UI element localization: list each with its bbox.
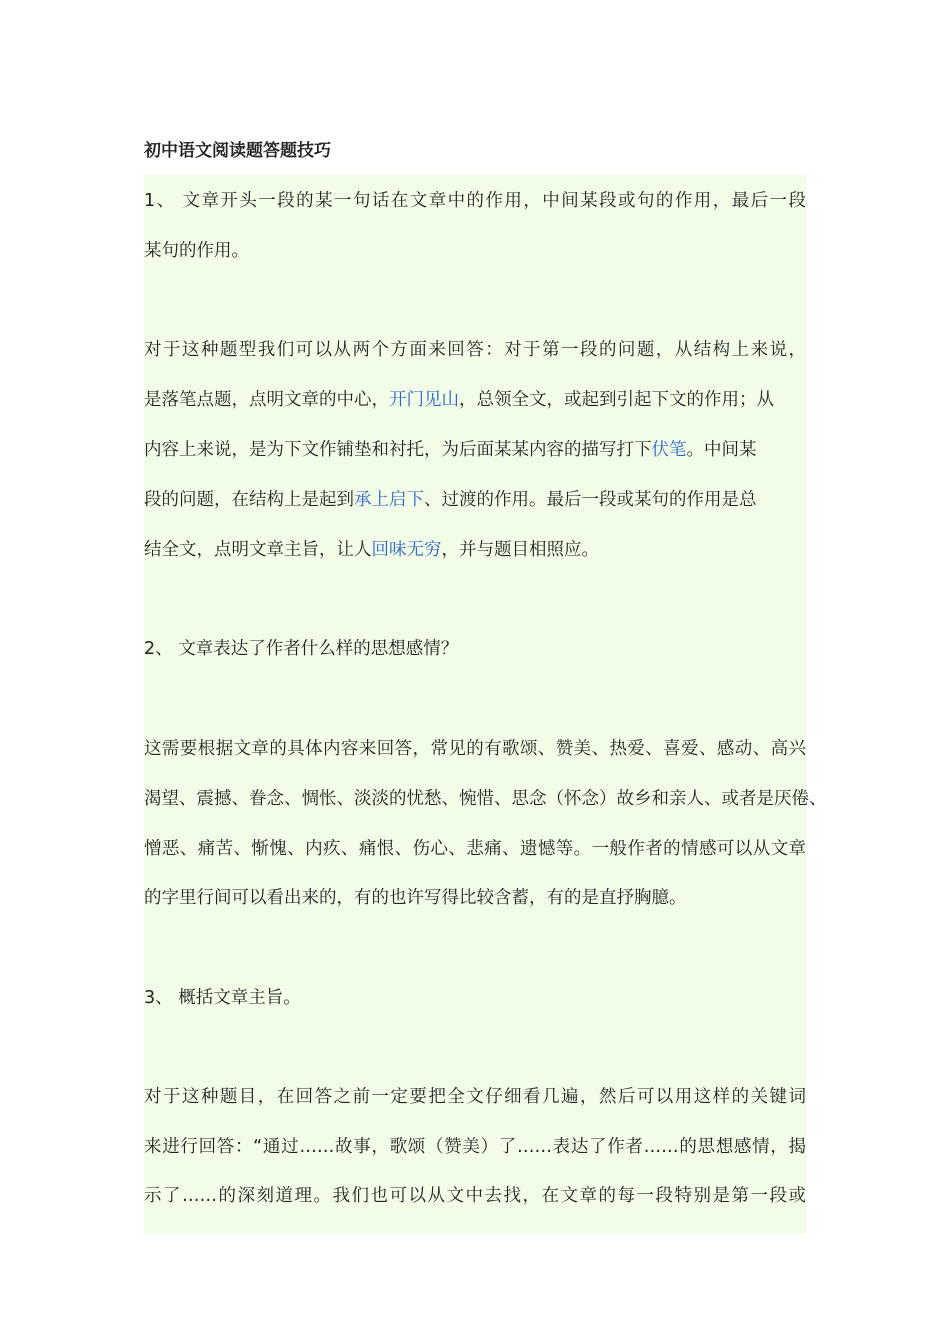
text-span: 、过渡的作用。最后一段或某句的作用是总 bbox=[424, 490, 757, 510]
text-span: 段的问题，在结构上是起到 bbox=[144, 490, 354, 510]
link-huiweiwuqiong[interactable]: 回味无穷 bbox=[371, 540, 442, 560]
text-span: 。中间某 bbox=[686, 440, 757, 460]
text-span: 是落笔点题，点明文章的中心， bbox=[144, 390, 389, 410]
link-kaimenjianshan[interactable]: 开门见山 bbox=[389, 390, 459, 410]
a1-line-2 bbox=[144, 387, 774, 413]
highlighted-content bbox=[144, 175, 827, 1234]
a1-line-1: 对于这种题型我们可以从两个方面来回答：对于第一段的问题，从结构上来说， bbox=[144, 340, 806, 360]
a1-line-3 bbox=[144, 437, 757, 463]
q2-heading: 2、 文章表达了作者什么样的思想感情？ bbox=[144, 639, 459, 659]
document-title: 初中语文阅读题答题技巧 bbox=[144, 141, 331, 161]
text-span: ，并与题目相照应。 bbox=[441, 540, 599, 560]
a1-line-4 bbox=[144, 487, 757, 513]
a2-line-2: 渴望、震撼、眷念、惆怅、淡淡的忧愁、惋惜、思念（怀念）故乡和亲人、或者是厌倦、 bbox=[144, 789, 827, 809]
a2-line-1: 这需要根据文章的具体内容来回答，常见的有歌颂、赞美、热爱、喜爱、感动、高兴 bbox=[144, 739, 806, 759]
text-span: 结全文，点明文章主旨，让人 bbox=[144, 540, 372, 560]
link-chengshangqixia[interactable]: 承上启下 bbox=[354, 490, 424, 510]
q1-heading-line-2: 某句的作用。 bbox=[144, 241, 249, 261]
a3-line-1: 对于这种题目，在回答之前一定要把全文仔细看几遍，然后可以用这样的关键词 bbox=[144, 1087, 806, 1107]
link-fubi[interactable]: 伏笔 bbox=[651, 440, 687, 460]
a3-line-3: 示了……的深刻道理。我们也可以从文中去找，在文章的每一段特别是第一段或 bbox=[144, 1186, 806, 1206]
q1-heading-line-1: 1、 文章开头一段的某一句话在文章中的作用，中间某段或句的作用，最后一段 bbox=[144, 191, 806, 211]
a3-line-2: 来进行回答：“通过……故事，歌颂（赞美）了……表达了作者……的思想感情，揭 bbox=[144, 1137, 806, 1157]
a1-line-5 bbox=[144, 537, 599, 563]
q3-heading: 3、 概括文章主旨。 bbox=[144, 988, 301, 1008]
a2-line-4: 的字里行间可以看出来的，有的也许写得比较含蓄，有的是直抒胸臆。 bbox=[144, 888, 687, 908]
text-span: ，总领全文，或起到引起下文的作用；从 bbox=[459, 390, 774, 410]
a2-line-3: 憎恶、痛苦、惭愧、内疚、痛恨、伤心、悲痛、遗憾等。一般作者的情感可以从文章 bbox=[144, 839, 806, 859]
text-span: 内容上来说，是为下文作铺垫和衬托，为后面某某内容的描写打下 bbox=[144, 440, 652, 460]
